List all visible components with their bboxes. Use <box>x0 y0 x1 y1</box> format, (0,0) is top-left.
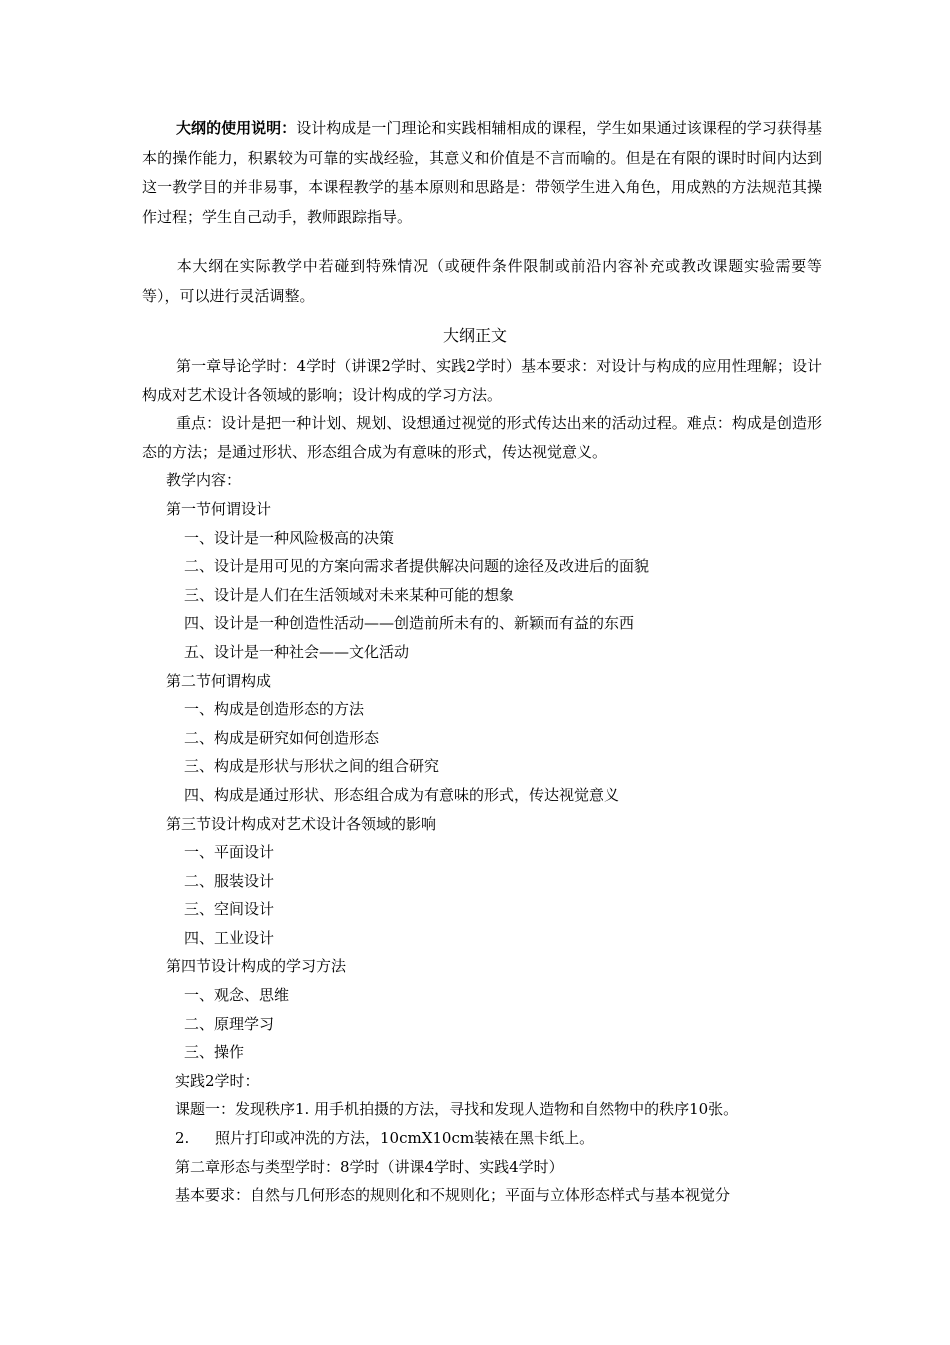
section-title: 大纲正文 <box>442 326 507 345</box>
list-item: 四、构成是通过形状、形态组合成为有意味的形式，传达视觉意义 <box>184 785 620 804</box>
list-item: 二、设计是用可见的方案向需求者提供解决问题的途径及改进后的面貌 <box>184 557 650 576</box>
list-item: 五、设计是一种社会——文化活动 <box>184 642 410 661</box>
section-heading: 第一节何谓设计 <box>166 499 272 518</box>
adjustment-note-text: 本大纲在实际教学中若碰到特殊情况（或硬件条件限制或前沿内容补充或教改课题实验需要等等），可以进行灵活调整。 <box>142 257 822 305</box>
usage-note-label: 大纲的使用说明： <box>176 119 297 137</box>
list-item: 二、构成是研究如何创造形态 <box>184 728 380 747</box>
usage-note-paragraph <box>142 114 822 232</box>
list-item: 一、观念、思维 <box>184 986 290 1005</box>
list-item: 二、服装设计 <box>184 871 275 890</box>
section-heading: 第三节设计构成对艺术设计各领域的影响 <box>166 814 437 833</box>
chapter1-key-points <box>142 409 822 466</box>
list-item: 一、构成是创造形态的方法 <box>184 700 365 719</box>
adjustment-note-paragraph <box>142 252 822 311</box>
list-item: 三、构成是形状与形状之间的组合研究 <box>184 757 440 776</box>
task-2-text: 照片打印或冲洗的方法，10cmX10cm装裱在黑卡纸上。 <box>215 1129 595 1148</box>
task-2-number: 2. <box>175 1129 190 1148</box>
list-item: 三、空间设计 <box>184 900 275 919</box>
list-item: 三、操作 <box>184 1043 245 1062</box>
chapter2-heading: 第二章形态与类型学时：8学时（讲课4学时、实践4学时） <box>175 1157 564 1176</box>
practice-task-2 <box>142 1124 822 1153</box>
practice-label: 实践2学时： <box>175 1071 260 1090</box>
usage-note-text: 设计构成是一门理论和实践相辅相成的课程，学生如果通过该课程的学习获得基本的操作能力，积累较为可靠的实战经验，其意义和价值是不言而喻的。但是在有限的课时时间内达到这一教学目的并非易事，本课程教学的基本原则和思路是：带领学生进入角色，用成熟的方法规范其操作过程；学生自己动手，教师跟踪指导。 <box>142 119 822 226</box>
section-heading: 第二节何谓构成 <box>166 671 272 690</box>
chapter1-key-points-text: 重点：设计是把一种计划、规划、设想通过视觉的形式传达出来的活动过程。难点：构成是创造形态的方法；是通过形状、形态组合成为有意味的形式，传达视觉意义。 <box>142 414 822 461</box>
list-item: 三、设计是人们在生活领域对未来某种可能的想象 <box>184 585 515 604</box>
list-item: 一、平面设计 <box>184 843 275 862</box>
list-item: 二、原理学习 <box>184 1014 275 1033</box>
chapter1-intro-text: 第一章导论学时：4学时（讲课2学时、实践2学时）基本要求：对设计与构成的应用性理解；设计构成对艺术设计各领域的影响；设计构成的学习方法。 <box>142 357 822 404</box>
practice-task-1: 课题一：发现秩序1. 用手机拍摄的方法，寻找和发现人造物和自然物中的秩序10张。 <box>175 1100 739 1119</box>
section-heading: 第四节设计构成的学习方法 <box>166 957 347 976</box>
chapter2-requirements: 基本要求：自然与几何形态的规则化和不规则化；平面与立体形态样式与基本视觉分 <box>175 1186 731 1205</box>
teaching-content-label: 教学内容： <box>166 471 242 490</box>
list-item: 四、工业设计 <box>184 928 275 947</box>
list-item: 一、设计是一种风险极高的决策 <box>184 528 395 547</box>
chapter1-intro <box>142 352 822 409</box>
outline-body <box>142 352 822 1210</box>
list-item: 四、设计是一种创造性活动——创造前所未有的、新颖而有益的东西 <box>184 614 635 633</box>
